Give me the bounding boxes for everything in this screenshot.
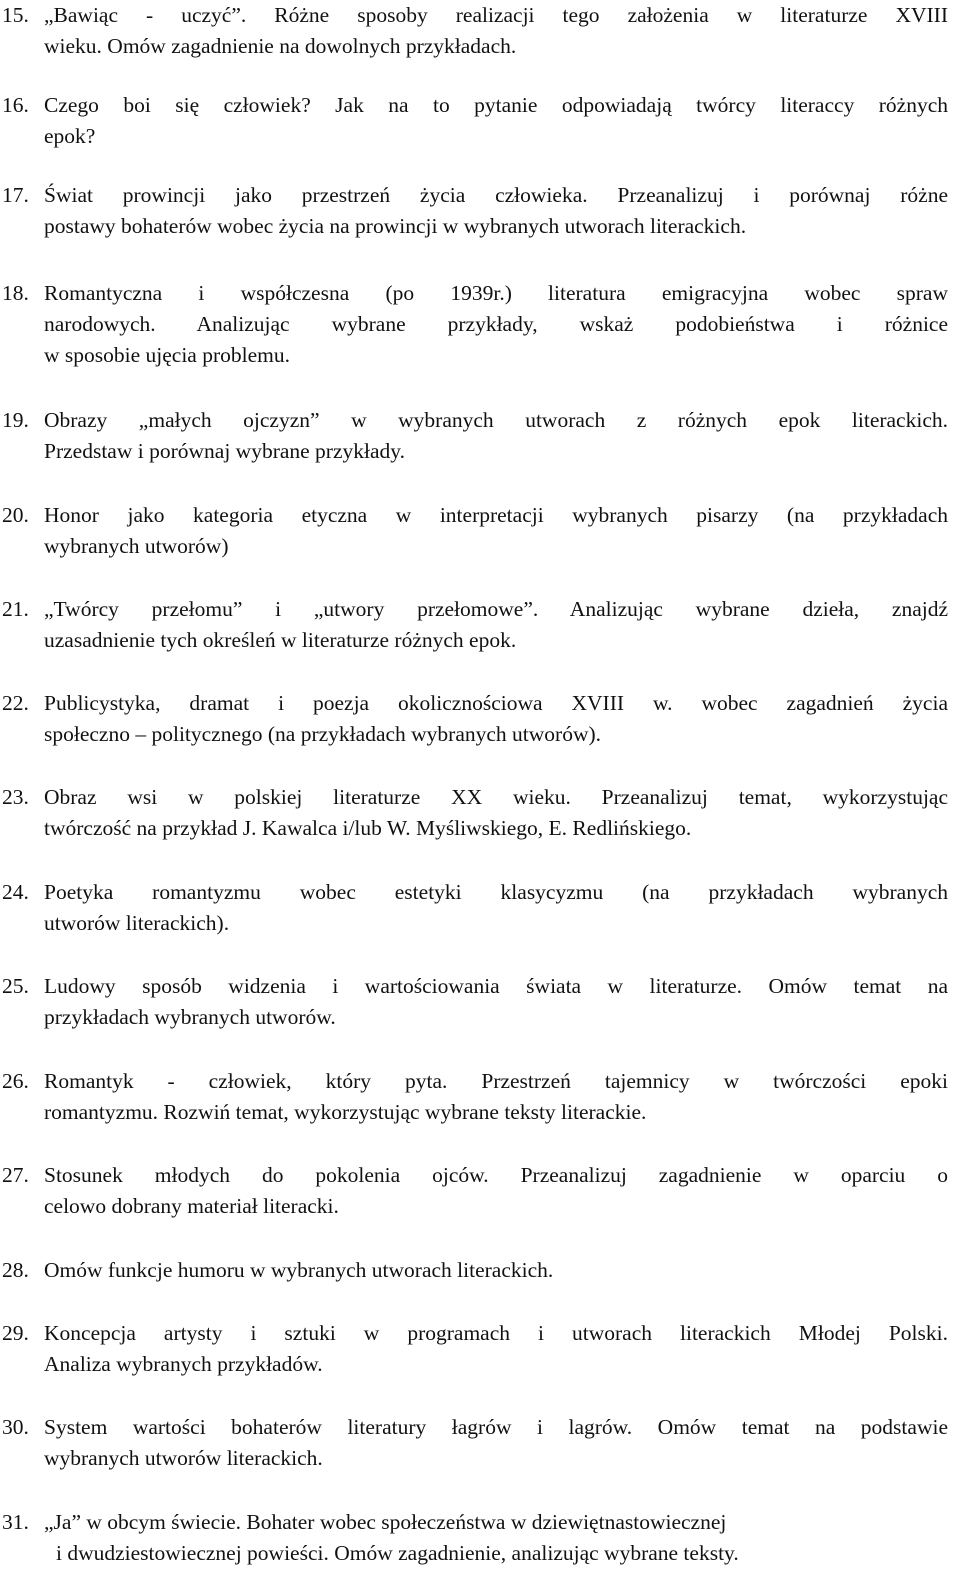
item-text bbox=[44, 1255, 948, 1286]
text-line: Obraz wsi w polskiej literaturze XX wieku. Przeanalizuj temat, wykorzystując bbox=[44, 785, 948, 809]
item-number: 22. bbox=[2, 691, 29, 715]
text-line: i dwudziestowiecznej powieści. Omów zagadnienie, analizując wybrane teksty. bbox=[56, 1541, 739, 1565]
text-line: Romantyk - człowiek, który pyta. Przestrzeń tajemnicy w twórczości epoki bbox=[44, 1069, 948, 1093]
item-text bbox=[44, 0, 948, 62]
text-line: System wartości bohaterów literatury łagrów i lagrów. Omów temat na podstawie bbox=[44, 1415, 948, 1439]
item-number: 23. bbox=[2, 785, 29, 809]
text-line: romantyzmu. Rozwiń temat, wykorzystując wybrane teksty literackie. bbox=[44, 1100, 647, 1124]
item-number: 25. bbox=[2, 974, 29, 998]
text-line: przykładach wybranych utworów. bbox=[44, 1005, 336, 1029]
item-number: 18. bbox=[2, 281, 29, 305]
item-number: 17. bbox=[2, 183, 29, 207]
item-text bbox=[44, 180, 948, 242]
item-text bbox=[44, 1066, 948, 1128]
item-text bbox=[44, 594, 948, 656]
text-line: uzasadnienie tych określeń w literaturze różnych epok. bbox=[44, 628, 517, 652]
item-number: 19. bbox=[2, 408, 29, 432]
text-line: epok? bbox=[44, 124, 96, 148]
text-line: twórczość na przykład J. Kawalca i/lub W. Myśliwskiego, E. Redlińskiego. bbox=[44, 816, 692, 840]
item-number: 28. bbox=[2, 1258, 29, 1282]
text-line: utworów literackich). bbox=[44, 911, 230, 935]
text-line: wybranych utworów) bbox=[44, 534, 229, 558]
item-text bbox=[44, 688, 948, 750]
item-text bbox=[44, 90, 948, 152]
item-number: 15. bbox=[2, 3, 29, 27]
text-line: wieku. Omów zagadnienie na dowolnych przykładach. bbox=[44, 34, 517, 58]
item-number: 21. bbox=[2, 597, 29, 621]
item-number: 26. bbox=[2, 1069, 29, 1093]
item-number: 29. bbox=[2, 1321, 29, 1345]
text-line: Koncepcja artysty i sztuki w programach i utworach literackich Młodej Polski. bbox=[44, 1321, 948, 1345]
text-line: „Twórcy przełomu” i „utwory przełomowe”. Analizując wybrane dzieła, znajdź bbox=[44, 597, 948, 621]
text-line: postawy bohaterów wobec życia na prowincji w wybranych utworach literackich. bbox=[44, 214, 747, 238]
text-line: Ludowy sposób widzenia i wartościowania świata w literaturze. Omów temat na bbox=[44, 974, 948, 998]
text-line: społeczno – politycznego (na przykładach wybranych utworów). bbox=[44, 722, 602, 746]
item-text bbox=[44, 1507, 948, 1569]
text-line: narodowych. Analizując wybrane przykłady, wskaż podobieństwa i różnice bbox=[44, 312, 948, 336]
text-line: Romantyczna i współczesna (po 1939r.) literatura emigracyjna wobec spraw bbox=[44, 281, 948, 305]
item-text bbox=[44, 278, 948, 371]
item-number: 24. bbox=[2, 880, 29, 904]
item-text bbox=[44, 500, 948, 562]
item-number: 30. bbox=[2, 1415, 29, 1439]
item-text bbox=[44, 405, 948, 467]
text-line: wybranych utworów literackich. bbox=[44, 1446, 323, 1470]
text-line: Analiza wybranych przykładów. bbox=[44, 1352, 323, 1376]
item-text bbox=[44, 1412, 948, 1474]
text-line: Obrazy „małych ojczyzn” w wybranych utworach z różnych epok literackich. bbox=[44, 408, 948, 432]
item-text bbox=[44, 971, 948, 1033]
item-text bbox=[44, 877, 948, 939]
text-line: Stosunek młodych do pokolenia ojców. Przeanalizuj zagadnienie w oparciu o bbox=[44, 1163, 948, 1187]
item-number: 27. bbox=[2, 1163, 29, 1187]
text-line: Czego boi się człowiek? Jak na to pytanie odpowiadają twórcy literaccy różnych bbox=[44, 93, 948, 117]
text-line: „Ja” w obcym świecie. Bohater wobec społeczeństwa w dziewiętnastowiecznej bbox=[44, 1510, 727, 1534]
text-line: Omów funkcje humoru w wybranych utworach literackich. bbox=[44, 1258, 554, 1282]
text-line: Przedstaw i porównaj wybrane przykłady. bbox=[44, 439, 406, 463]
text-line: „Bawiąc - uczyć”. Różne sposoby realizacji tego założenia w literaturze XVIII bbox=[44, 3, 948, 27]
item-text bbox=[44, 1318, 948, 1380]
item-number: 16. bbox=[2, 93, 29, 117]
item-text bbox=[44, 1160, 948, 1222]
item-number: 20. bbox=[2, 503, 29, 527]
text-line: celowo dobrany materiał literacki. bbox=[44, 1194, 339, 1218]
item-text bbox=[44, 782, 948, 844]
text-line: Publicystyka, dramat i poezja okolicznościowa XVIII w. wobec zagadnień życia bbox=[44, 691, 948, 715]
text-line: Świat prowincji jako przestrzeń życia człowieka. Przeanalizuj i porównaj różne bbox=[44, 183, 948, 207]
text-line: Poetyka romantyzmu wobec estetyki klasycyzmu (na przykładach wybranych bbox=[44, 880, 948, 904]
text-line: w sposobie ujęcia problemu. bbox=[44, 343, 291, 367]
item-number: 31. bbox=[2, 1510, 29, 1534]
text-line: Honor jako kategoria etyczna w interpretacji wybranych pisarzy (na przykładach bbox=[44, 503, 948, 527]
